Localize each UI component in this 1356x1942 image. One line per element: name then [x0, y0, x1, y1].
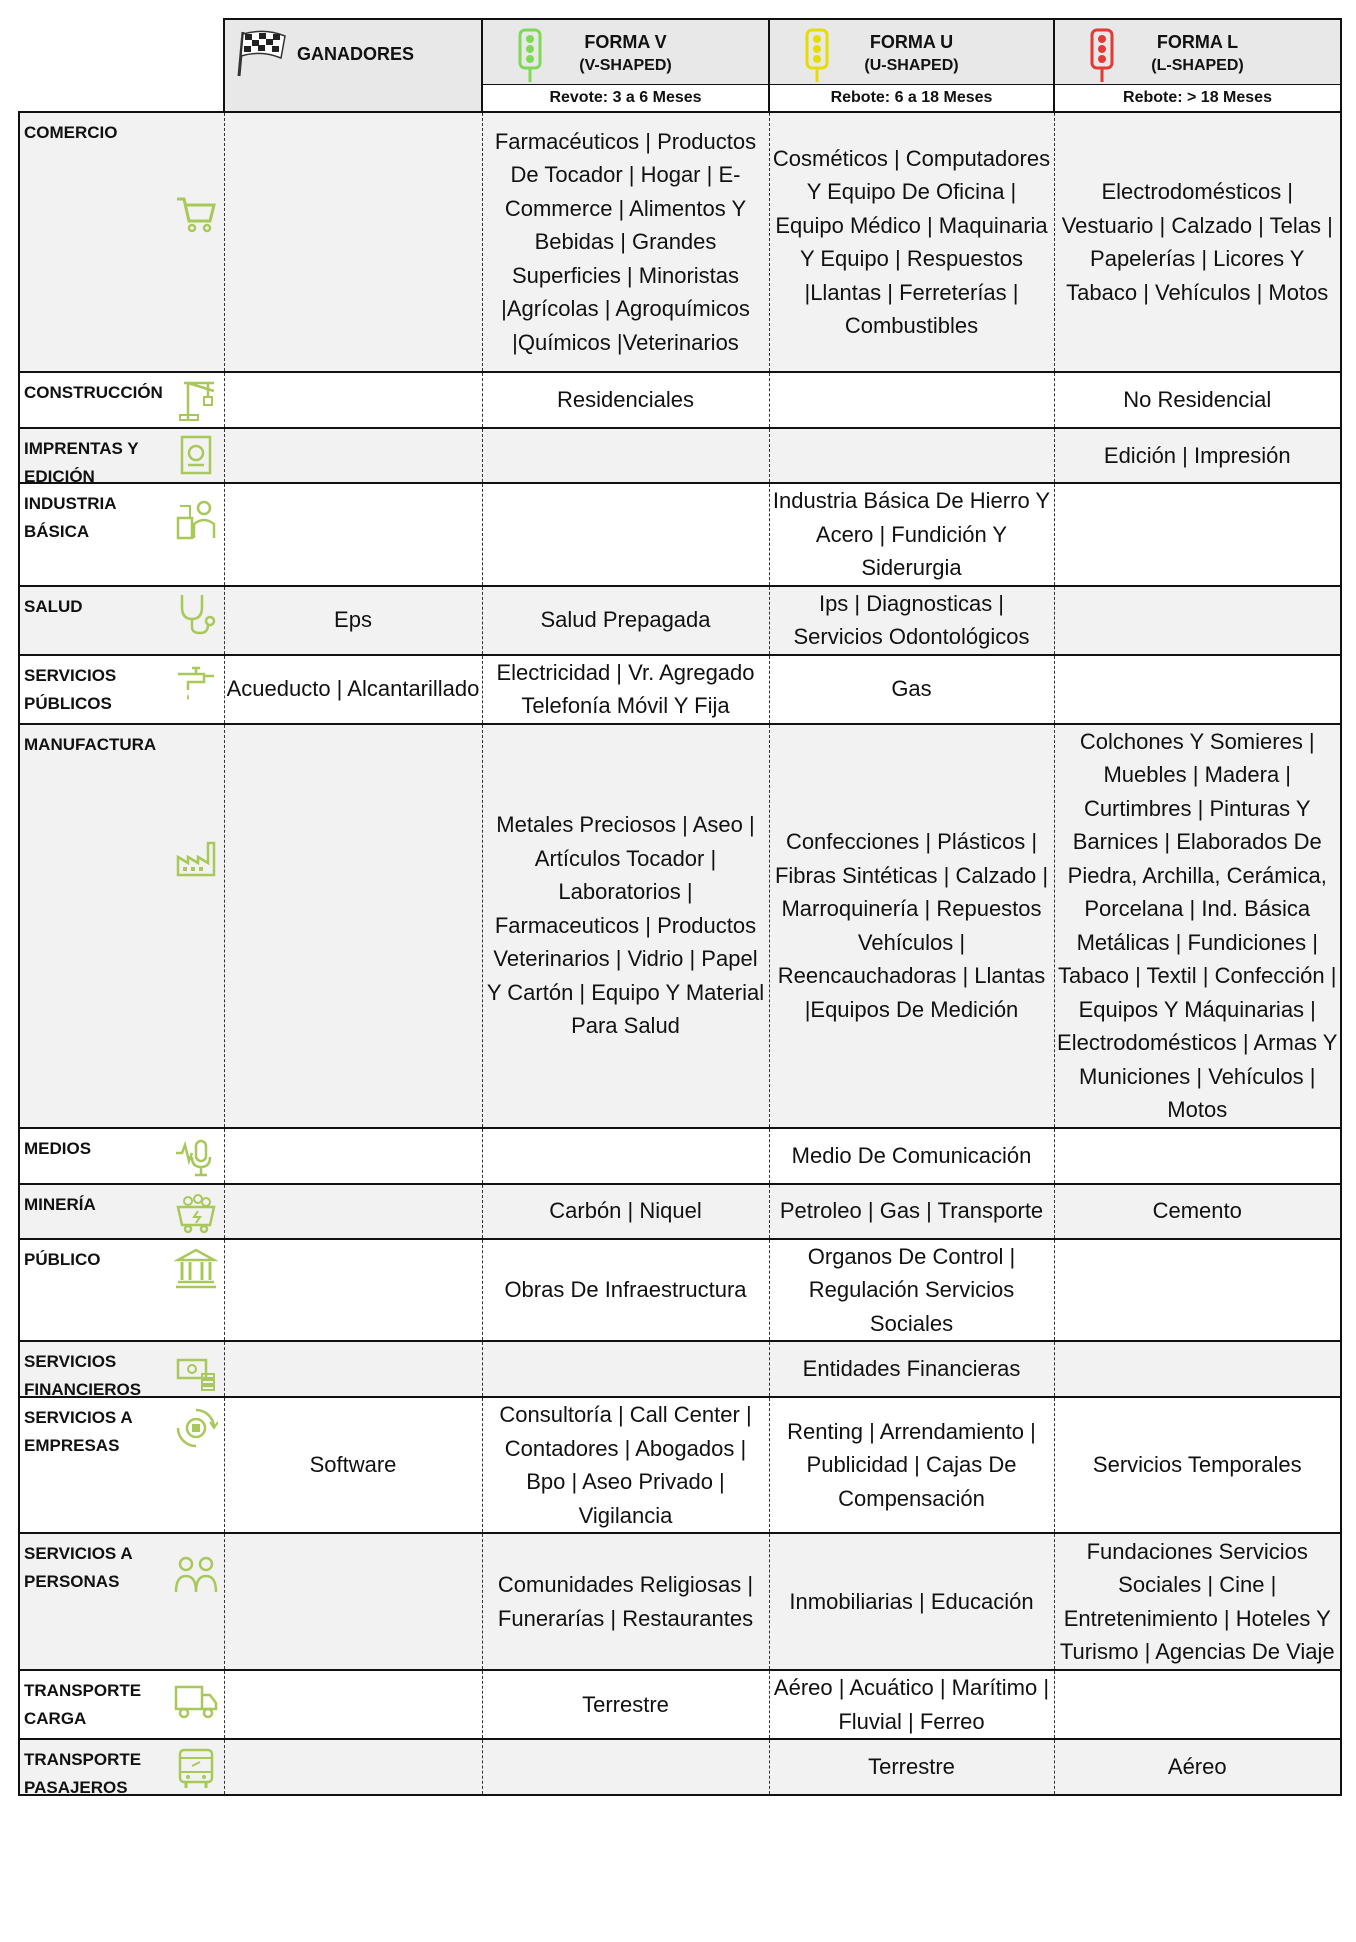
- forma-u-title: FORMA U: [869, 32, 954, 52]
- table-row: [19, 724, 1341, 1128]
- sector-cell: [19, 586, 224, 655]
- forma-v-cell: Terrestre: [482, 1670, 769, 1739]
- sector-cell: [19, 112, 224, 372]
- ganadores-cell: [224, 483, 482, 586]
- table-row: [19, 372, 1341, 428]
- forma-l-cell: Edición | Impresión: [1054, 428, 1341, 483]
- table-row: [19, 1128, 1341, 1184]
- forma-u-cell: Entidades Financieras: [769, 1341, 1054, 1397]
- forma-u-cell: Gas: [769, 655, 1054, 724]
- header-ganadores: [224, 19, 482, 112]
- mine-cart-icon: [174, 1191, 218, 1235]
- forma-l-cell: [1054, 655, 1341, 724]
- sector-label: MEDIOS: [24, 1138, 92, 1158]
- ganadores-label: GANADORES: [297, 44, 415, 64]
- forma-l-cell: Aéreo: [1054, 1739, 1341, 1795]
- money-icon: [174, 1350, 218, 1394]
- sector-label: SERVICIOS A PERSONAS: [24, 1544, 133, 1591]
- sector-cell: [19, 724, 224, 1128]
- sector-cell: [19, 1184, 224, 1239]
- business-services-icon: [174, 1406, 218, 1450]
- sector-cell: [19, 483, 224, 586]
- people-icon: [174, 1552, 218, 1596]
- forma-l-cell: Cemento: [1054, 1184, 1341, 1239]
- forma-u-cell: Inmobiliarias | Educación: [769, 1533, 1054, 1670]
- forma-u-cell: Confecciones | Plásticos | Fibras Sintéticas | Calzado | Marroquinería | Repuestos Vehículos | Reencauchadoras | Llantas |Equipos De Medición: [769, 724, 1054, 1128]
- forma-l-cell: Colchones Y Somieres | Muebles | Madera | Curtimbres | Pinturas Y Barnices | Elaborados De Piedra, Archilla, Cerámica, Porcelana | Ind. Básica Metálicas | Fundiciones | Tabaco | Textil | Confección | Equipos Y Máquinarias | Electrodomésticos | Armas Y Municiones | Vehículos | Motos: [1054, 724, 1341, 1128]
- checkered-flag-icon: [235, 28, 289, 78]
- ganadores-cell: [224, 1739, 482, 1795]
- printing-icon: [174, 433, 218, 477]
- forma-v-cell: [482, 1341, 769, 1397]
- sector-label: SERVICIOS FINANCIEROS: [24, 1352, 142, 1399]
- table-row: [19, 1184, 1341, 1239]
- sector-label: CONSTRUCCIÓN: [24, 383, 163, 402]
- header-forma-l: [1054, 19, 1341, 85]
- table-row: [19, 483, 1341, 586]
- forma-l-cell: Servicios Temporales: [1054, 1397, 1341, 1533]
- sector-label: SERVICIOS A EMPRESAS: [24, 1408, 133, 1455]
- forma-v-cell: Farmacéuticos | Productos De Tocador | Hogar | E-Commerce | Alimentos Y Bebidas | Grandes Superficies | Minoristas |Agrícolas | Agroquímicos |Químicos |Veterinarios: [482, 112, 769, 372]
- sector-label: COMERCIO: [24, 123, 118, 142]
- ganadores-cell: [224, 1239, 482, 1342]
- header-blank: [19, 19, 224, 112]
- forma-u-cell: Aéreo | Acuático | Marítimo | Fluvial | Ferreo: [769, 1670, 1054, 1739]
- forma-v-cell: [482, 1739, 769, 1795]
- sector-label: INDUSTRIA BÁSICA: [24, 494, 116, 541]
- sector-label: PÚBLICO: [24, 1249, 101, 1269]
- sector-label: TRANSPORTE PASAJEROS: [24, 1750, 142, 1797]
- ganadores-cell: Eps: [224, 586, 482, 655]
- table-row: [19, 1533, 1341, 1670]
- sector-cell: [19, 428, 224, 486]
- ganadores-cell: [224, 1341, 482, 1397]
- forma-u-cell: Terrestre: [769, 1739, 1054, 1795]
- ganadores-cell: Software: [224, 1397, 482, 1533]
- forma-v-subtitle: (V-SHAPED): [579, 57, 672, 74]
- forma-v-rebound: Revote: 3 a 6 Meses: [482, 85, 769, 113]
- ganadores-cell: [224, 1184, 482, 1239]
- sector-cell: [19, 1533, 224, 1670]
- table-row: [19, 428, 1341, 483]
- forma-v-cell: [482, 483, 769, 586]
- sector-cell: [19, 372, 224, 428]
- ganadores-cell: [224, 724, 482, 1128]
- ganadores-cell: [224, 372, 482, 428]
- faucet-icon: [174, 660, 218, 704]
- sector-cell: [19, 1128, 224, 1184]
- sector-label: MINERÍA: [24, 1194, 96, 1214]
- forma-l-cell: No Residencial: [1054, 372, 1341, 428]
- forma-l-cell: [1054, 483, 1341, 586]
- forma-v-title: FORMA V: [584, 32, 667, 52]
- forma-u-subtitle: (U-SHAPED): [864, 57, 959, 74]
- forma-v-cell: [482, 428, 769, 483]
- forma-l-cell: Fundaciones Servicios Sociales | Cine | Entretenimiento | Hoteles Y Turismo | Agencias De Viaje: [1054, 1533, 1341, 1670]
- factory-icon: [174, 835, 218, 879]
- forma-v-cell: Obras De Infraestructura: [482, 1239, 769, 1342]
- forma-v-cell: Comunidades Religiosas | Funerarías | Restaurantes: [482, 1533, 769, 1670]
- recovery-shape-table: [18, 18, 1342, 1796]
- forma-u-cell: [769, 428, 1054, 483]
- table-row: [19, 1341, 1341, 1397]
- sector-label: TRANSPORTE CARGA: [24, 1681, 142, 1728]
- forma-l-cell: [1054, 1341, 1341, 1397]
- table-row: [19, 112, 1341, 372]
- forma-u-cell: Cosméticos | Computadores Y Equipo De Oficina | Equipo Médico | Maquinaria Y Equipo | Respuestos |Llantas | Ferreterías | Combustibles: [769, 112, 1054, 372]
- government-building-icon: [174, 1246, 218, 1290]
- forma-v-cell: Consultoría | Call Center | Contadores | Abogados | Bpo | Aseo Privado | Vigilancia: [482, 1397, 769, 1533]
- forma-v-cell: Electricidad | Vr. Agregado Telefonía Móvil Y Fija: [482, 655, 769, 724]
- sector-cell: [19, 1397, 224, 1533]
- truck-icon: [174, 1677, 218, 1721]
- forma-u-cell: Renting | Arrendamiento | Publicidad | Cajas De Compensación: [769, 1397, 1054, 1533]
- header-forma-v: [482, 19, 769, 85]
- ganadores-cell: Acueducto | Alcantarillado: [224, 655, 482, 724]
- forma-u-cell: Ips | Diagnosticas | Servicios Odontológicos: [769, 586, 1054, 655]
- sector-cell: [19, 1239, 224, 1342]
- forma-u-cell: Medio De Comunicación: [769, 1128, 1054, 1184]
- forma-l-cell: [1054, 1239, 1341, 1342]
- forma-u-cell: Organos De Control | Regulación Servicios Sociales: [769, 1239, 1054, 1342]
- ganadores-cell: [224, 1670, 482, 1739]
- forma-v-cell: Residenciales: [482, 372, 769, 428]
- shopping-cart-icon: [174, 191, 218, 235]
- header-forma-u: [769, 19, 1054, 85]
- ganadores-cell: [224, 428, 482, 483]
- ganadores-cell: [224, 1128, 482, 1184]
- stethoscope-icon: [174, 591, 218, 635]
- forma-l-title: FORMA L: [1156, 32, 1239, 52]
- sector-label: SALUD: [24, 596, 83, 616]
- table-row: [19, 1397, 1341, 1533]
- table-row: [19, 586, 1341, 655]
- forma-l-subtitle: (L-SHAPED): [1151, 57, 1244, 74]
- microphone-icon: [174, 1135, 218, 1179]
- ganadores-cell: [224, 112, 482, 372]
- sector-cell: [19, 1670, 224, 1739]
- forma-u-cell: Industria Básica De Hierro Y Acero | Fundición Y Siderurgia: [769, 483, 1054, 586]
- sector-label: IMPRENTAS Y EDICIÓN: [24, 439, 139, 486]
- forma-v-cell: Salud Prepagada: [482, 586, 769, 655]
- industry-worker-icon: [174, 498, 218, 542]
- forma-v-cell: Metales Preciosos | Aseo | Artículos Tocador | Laboratorios | Farmaceuticos | Productos Veterinarios | Vidrio | Papel Y Cartón | Equipo Y Material Para Salud: [482, 724, 769, 1128]
- table-body: [19, 112, 1341, 1795]
- forma-v-cell: [482, 1128, 769, 1184]
- forma-l-rebound: Rebote: > 18 Meses: [1054, 85, 1341, 113]
- forma-u-cell: Petroleo | Gas | Transporte: [769, 1184, 1054, 1239]
- sector-cell: [19, 1341, 224, 1397]
- sector-cell: [19, 655, 224, 724]
- forma-u-cell: [769, 372, 1054, 428]
- sector-label: SERVICIOS PÚBLICOS: [24, 665, 117, 713]
- sector-label: MANUFACTURA: [24, 734, 157, 754]
- forma-l-cell: [1054, 1128, 1341, 1184]
- table-row: [19, 1670, 1341, 1739]
- forma-v-cell: Carbón | Niquel: [482, 1184, 769, 1239]
- forma-l-cell: Electrodomésticos | Vestuario | Calzado | Telas | Papelerías | Licores Y Tabaco | Vehículos | Motos: [1054, 112, 1341, 372]
- bus-icon: [174, 1746, 218, 1790]
- forma-u-rebound: Rebote: 6 a 18 Meses: [769, 85, 1054, 113]
- sector-cell: [19, 1739, 224, 1795]
- forma-l-cell: [1054, 586, 1341, 655]
- crane-icon: [174, 377, 218, 421]
- ganadores-cell: [224, 1533, 482, 1670]
- table-row: [19, 655, 1341, 724]
- table-row: [19, 1239, 1341, 1342]
- forma-l-cell: [1054, 1670, 1341, 1739]
- table-row: [19, 1739, 1341, 1795]
